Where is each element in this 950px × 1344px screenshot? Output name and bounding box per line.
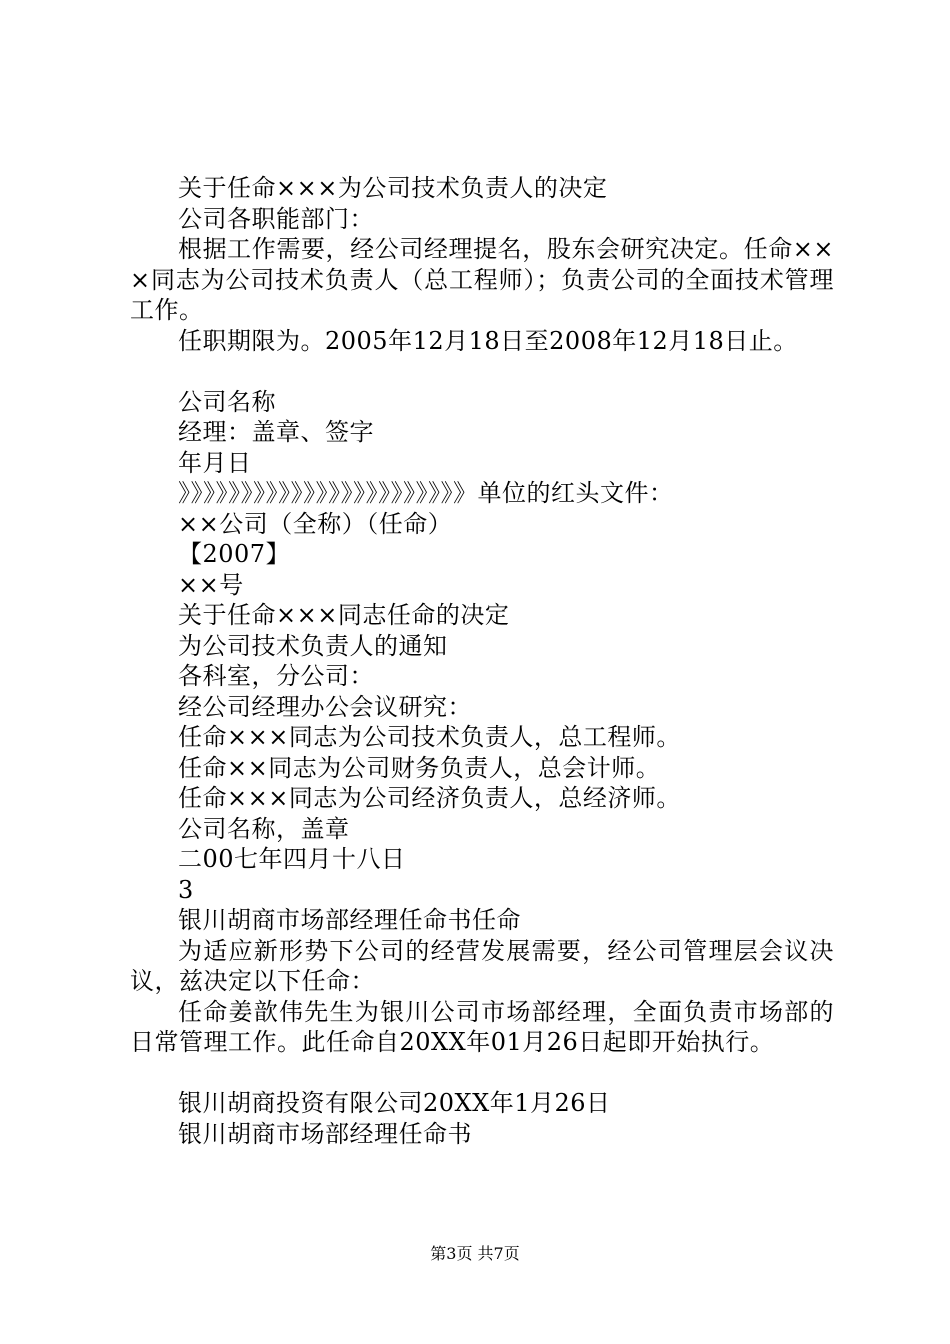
addressee-2: 各科室，分公司： bbox=[178, 662, 374, 690]
company-fullname: ××公司（全称）（任命） bbox=[178, 509, 453, 538]
appointment-line: 任命×××同志为公司经济负责人，总经济师。 bbox=[178, 784, 681, 812]
section-number: 3 bbox=[178, 875, 194, 904]
body-paragraph-3: 任命姜歆伟先生为银川公司市场部经理，全面负责市场部的日常管理工作。此任命自20XX年01月26日起即开始执行。 bbox=[130, 997, 834, 1056]
company-seal: 公司名称，盖章 bbox=[178, 814, 350, 843]
body-paragraph: 根据工作需要，经公司经理提名，股东会研究决定。任命×××同志为公司技术负责人（总工程师）；负责公司的全面技术管理工作。 bbox=[130, 235, 834, 324]
red-header-line: 》》》》》》》》》》》》》》》》》》》》》》》单位的红头文件： bbox=[178, 479, 674, 507]
decision-title-2: 关于任命×××同志任命的决定 bbox=[178, 601, 510, 629]
closing-title: 银川胡商市场部经理任命书 bbox=[178, 1119, 472, 1148]
addressee: 公司各职能部门： bbox=[178, 204, 374, 233]
appointment-line: 任命×××同志为公司技术负责人，总工程师。 bbox=[178, 723, 681, 751]
blank-line bbox=[130, 356, 834, 387]
page-footer: 第3页 共7页 bbox=[430, 1244, 520, 1263]
appointment-line: 任命××同志为公司财务负责人，总会计师。 bbox=[178, 753, 661, 782]
date-line: 年月日 bbox=[178, 448, 252, 477]
company-name: 公司名称 bbox=[178, 387, 276, 416]
document-body bbox=[130, 173, 834, 1149]
date-line-2: 二00七年四月十八日 bbox=[178, 845, 406, 873]
manager-signature: 经理：盖章、签字 bbox=[178, 418, 374, 446]
notice-title: 为公司技术负责人的通知 bbox=[178, 631, 448, 660]
term-paragraph: 任职期限为。2005年12月18日至2008年12月18日止。 bbox=[178, 326, 798, 355]
blank-line bbox=[130, 1058, 834, 1089]
appointment-letter-title: 银川胡商市场部经理任命书任命 bbox=[178, 906, 521, 934]
document-year: 【2007】 bbox=[178, 540, 291, 568]
document-number: ××号 bbox=[178, 570, 244, 599]
meeting-line: 经公司经理办公会议研究： bbox=[178, 692, 472, 721]
body-paragraph-2: 为适应新形势下公司的经营发展需要，经公司管理层会议决议，兹决定以下任命： bbox=[130, 936, 834, 995]
decision-title: 关于任命×××为公司技术负责人的决定 bbox=[178, 174, 608, 202]
issuer-date-line: 银川胡商投资有限公司20XX年1月26日 bbox=[178, 1089, 611, 1117]
